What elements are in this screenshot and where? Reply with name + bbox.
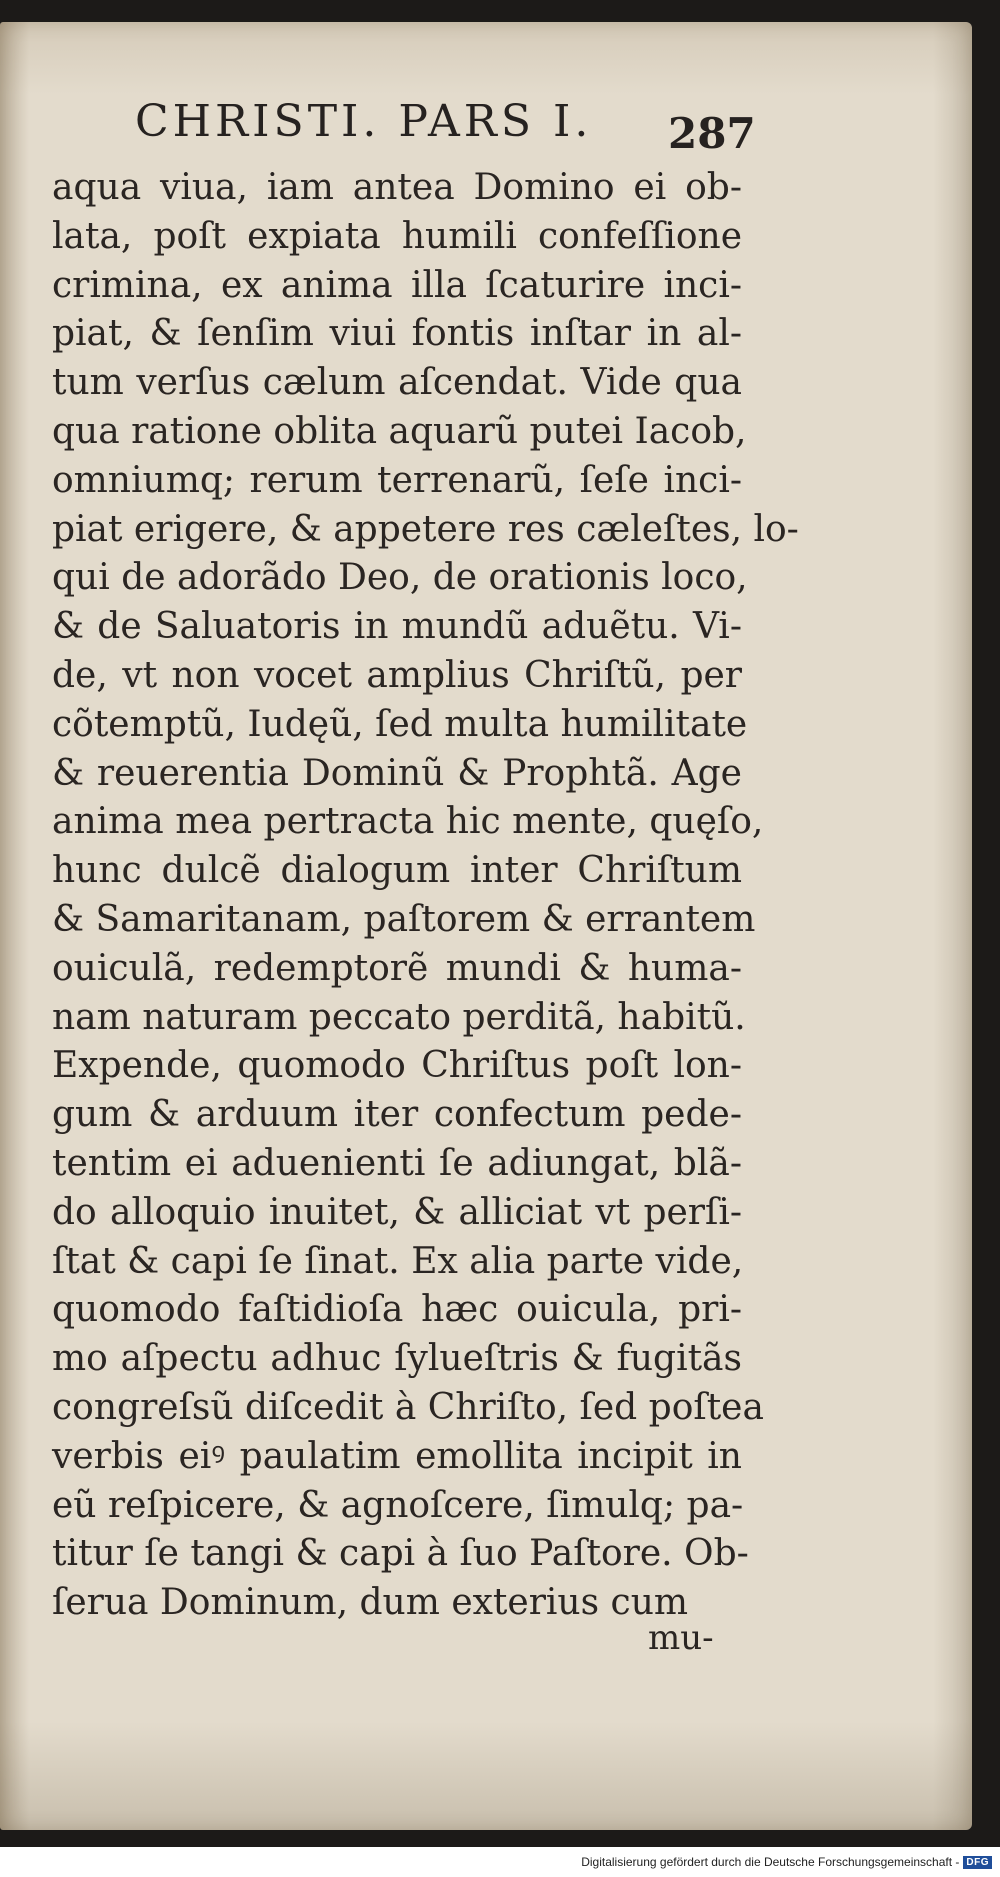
text-line: cõtemptũ, Iudęũ, ſed multa humilitate [52, 703, 748, 745]
catchword: mu- [648, 1618, 714, 1658]
text-line: do alloquio inuitet, & alliciat vt perſi- [52, 1191, 742, 1233]
credit-text: Digitalisierung gefördert durch die Deutsche Forschungsgemeinschaft - [581, 1855, 960, 1869]
text-line: congreſsũ diſcedit à Chriſto, ſed poſtea [52, 1386, 764, 1428]
text-line: lata, poſt expiata humili confeſſione [52, 215, 742, 257]
text-line: qui de adorãdo Deo, de orationis loco, [52, 557, 748, 599]
text-line: eũ reſpicere, & agnoſcere, ſimulq; pa- [52, 1484, 744, 1526]
text-line: anima mea pertracta hic mente, quęſo, [52, 801, 764, 843]
page-number: 287 [668, 109, 756, 158]
text-line: titur ſe tangi & capi à ſuo Paſtore. Ob- [52, 1533, 749, 1575]
text-line: gum & arduum iter confectum pede- [52, 1094, 742, 1136]
text-line: crimina, ex anima illa ſcaturire inci- [52, 264, 742, 306]
text-line: ſtat & capi ſe ſinat. Ex alia parte vide, [52, 1240, 744, 1282]
text-line: piat erigere, & appetere res cæleſtes, lo- [52, 508, 799, 550]
text-line: ouiculã, redemptorẽ mundi & huma- [52, 947, 742, 989]
text-line: de, vt non vocet amplius Chriſtũ, per [52, 654, 742, 696]
text-line: & Samaritanam, paſtorem & errantem [52, 898, 756, 940]
text-line: & de Saluatoris in mundũ aduẽtu. Vi- [52, 606, 742, 648]
text-line: aqua viua, iam antea Domino ei ob- [52, 167, 742, 208]
text-line: verbis eiꝰ paulatim emollita incipit in [52, 1435, 742, 1477]
book-page [0, 22, 972, 1830]
running-head-title: CHRISTI. PARS I. [135, 96, 593, 147]
dfg-logo-icon: DFG [963, 1856, 992, 1869]
text-line: qua ratione oblita aquarũ putei Iacob, [52, 410, 747, 452]
text-line: piat, & ſenſim viui fontis inſtar in al- [52, 313, 742, 355]
running-head [135, 87, 735, 157]
body-text [52, 164, 799, 1628]
text-line: nam naturam peccato perditã, habitũ. [52, 996, 746, 1038]
text-line: omniumq; rerum terrenarũ, ſeſe inci- [52, 459, 742, 501]
text-line: tum verſus cælum aſcendat. Vide qua [52, 362, 742, 404]
text-line: ſerua Dominum, dum exterius cum [52, 1582, 689, 1624]
text-line: & reuerentia Dominũ & Prophtã. Age [52, 752, 742, 794]
text-line: tentim ei aduenienti ſe adiungat, blã- [52, 1142, 742, 1184]
text-line: hunc dulcẽ dialogum inter Chriſtum [52, 850, 742, 892]
text-line: quomodo faſtidioſa hæc ouicula, pri- [52, 1289, 742, 1331]
digitization-credit [573, 1851, 992, 1873]
text-line: Expende, quomodo Chriſtus poſt lon- [52, 1045, 742, 1087]
text-line: mo aſpectu adhuc ſylueſtris & fugitãs [52, 1338, 742, 1380]
